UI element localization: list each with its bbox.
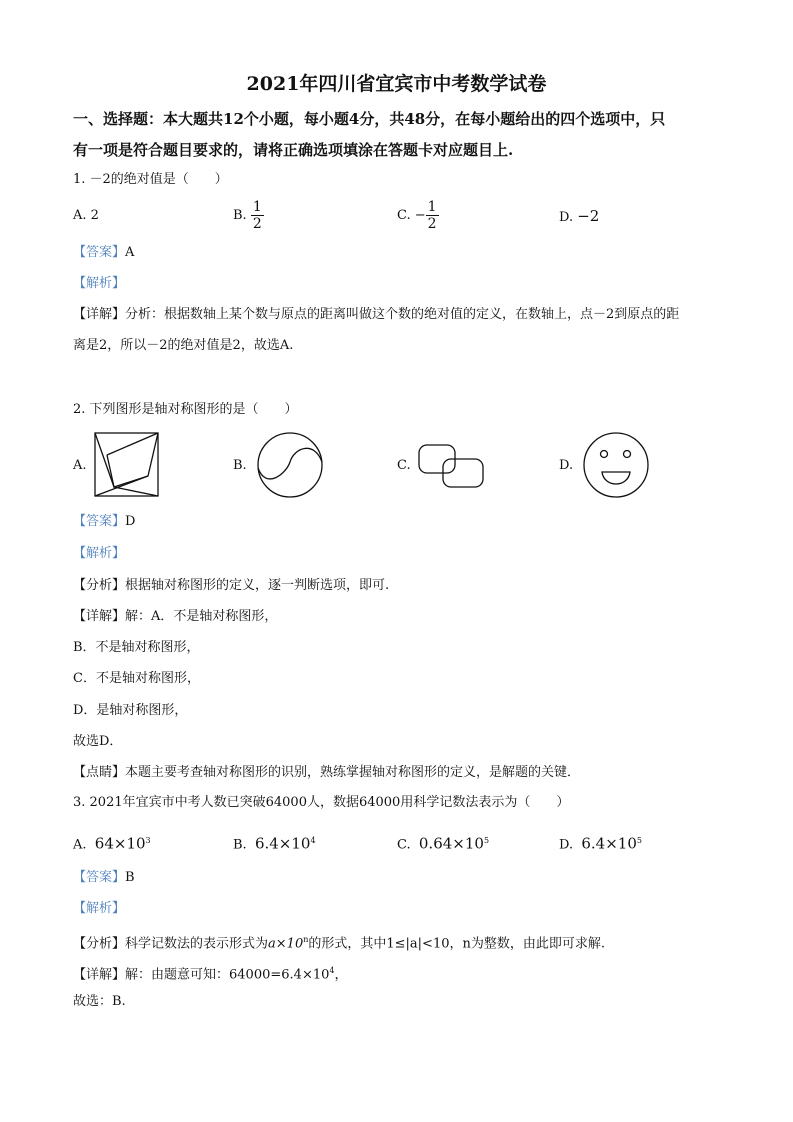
smiley-face-figure (582, 432, 650, 498)
option-label: D. (559, 837, 574, 853)
q3-option-d (559, 832, 642, 854)
detail-label: 【详解】 (73, 307, 126, 322)
q1-option-d (559, 207, 599, 227)
q2-option-c-label: C. (397, 458, 411, 473)
q2-answer (73, 513, 135, 531)
detail-text: ， (334, 967, 348, 983)
exponent: 5 (483, 836, 490, 845)
answer-value: B (125, 870, 135, 885)
q3-option-b (233, 832, 316, 854)
q3-option-a (73, 832, 151, 854)
page-title: 2021年四川省宜宾市中考数学试卷 (246, 73, 547, 95)
option-value: 2 (90, 208, 99, 223)
denominator: 2 (427, 216, 437, 232)
q3-fenxi (73, 931, 605, 953)
q1-option-c (397, 199, 439, 232)
section-heading-cont: 有一项是符合题目要求的，请将正确选项填涂在答题卡对应题目上. (73, 141, 514, 159)
option-value: 0.64×10 (418, 834, 484, 853)
detail-text: 分析：根据数轴上某个数与原点的距离叫做这个数的绝对值的定义，在数轴上，点－2到原点的距 (125, 307, 680, 322)
q1-stem: 1. －2的绝对值是（ ） (73, 172, 228, 187)
detail-label: 【详解】 (73, 609, 126, 624)
formula: a×10 (268, 936, 304, 952)
q1-detail-cont: 离是2，所以－2的绝对值是2，故选A. (73, 338, 294, 353)
dianjing-label: 【点睛】 (73, 765, 126, 780)
q2-detail-line: B．不是轴对称图形， (73, 640, 200, 655)
q2-detail (73, 608, 277, 626)
detail-text: 解：由题意可知：64000=6.4×10 (125, 967, 330, 983)
detail-label: 【详解】 (73, 967, 126, 983)
fraction (251, 199, 264, 232)
fenxi-label: 【分析】 (73, 578, 126, 593)
option-value: −2 (577, 207, 600, 225)
dianjing-text: 本题主要考查轴对称图形的识别，熟练掌握轴对称图形的定义，是解题的关键． (125, 765, 581, 780)
answer-label: 【答案】 (73, 245, 126, 260)
q3-option-c (397, 832, 489, 854)
section-heading: 一、选择题：本大题共12个小题，每小题4分，共48分，在每小题给出的四个选项中，只 (73, 110, 666, 128)
yin-yang-circle-figure (256, 432, 324, 498)
q2-detail-line: C．不是轴对称图形， (73, 671, 200, 686)
option-label: D. (559, 210, 574, 225)
fenxi-text: 的形式，其中1≤|a|<10，n为整数，由此即可求解. (308, 936, 605, 952)
q2-stem: 2. 下列图形是轴对称图形的是（ ） (73, 402, 298, 417)
fenxi-text: 根据轴对称图形的定义，逐一判断选项，即可. (125, 578, 390, 593)
q3-detail (73, 962, 347, 984)
q3-stem: 3. 2021年宜宾市中考人数已突破64000人，数据64000用科学记数法表示为（ ） (73, 795, 570, 810)
q2-option-d-label: D. (559, 458, 574, 473)
q2-option-b-label: B. (233, 458, 247, 473)
q2-detail-line: D．是轴对称图形， (73, 703, 188, 718)
option-label: A. (73, 837, 87, 853)
q2-analysis-label: 【解析】 (73, 546, 126, 561)
q2-fenxi (73, 577, 389, 595)
q1-analysis-label: 【解析】 (73, 276, 126, 291)
option-value: 6.4×10 (254, 834, 311, 853)
answer-label: 【答案】 (73, 514, 126, 529)
exponent: n (303, 935, 309, 944)
square-pinwheel-figure (94, 432, 160, 498)
option-label: A. (73, 208, 87, 223)
q1-option-a (73, 207, 99, 225)
answer-label: 【答案】 (73, 870, 126, 885)
option-label: C. (397, 837, 411, 853)
exponent: 3 (145, 836, 151, 845)
q3-answer (73, 869, 135, 887)
q2-dianjing (73, 764, 580, 782)
exponent: 5 (636, 836, 642, 845)
fenxi-text: 科学记数法的表示形式为 (125, 936, 269, 952)
minus-sign: − (414, 208, 426, 223)
q1-option-b (233, 199, 264, 232)
fraction (426, 199, 439, 232)
q3-conclusion: 故选：B. (73, 994, 126, 1009)
q1-answer (73, 244, 134, 262)
option-label: C. (397, 208, 411, 223)
numerator: 1 (427, 199, 437, 215)
numerator: 1 (252, 199, 262, 215)
exponent: 4 (310, 836, 316, 845)
answer-value: D (125, 514, 136, 529)
option-value: 64×10 (94, 834, 146, 853)
q1-detail (73, 306, 679, 324)
chain-links-figure (417, 443, 487, 489)
answer-value: A (125, 245, 135, 260)
option-value: 6.4×10 (581, 834, 637, 853)
detail-text: 解：A．不是轴对称图形， (125, 609, 278, 624)
q2-option-a-label: A. (73, 458, 87, 473)
q2-conclusion: 故选D． (73, 734, 123, 749)
denominator: 2 (252, 216, 262, 232)
fenxi-label: 【分析】 (73, 936, 126, 952)
option-label: B. (233, 837, 247, 853)
exponent: 4 (329, 966, 335, 975)
option-label: B. (233, 208, 247, 223)
q3-analysis-label: 【解析】 (73, 901, 126, 916)
